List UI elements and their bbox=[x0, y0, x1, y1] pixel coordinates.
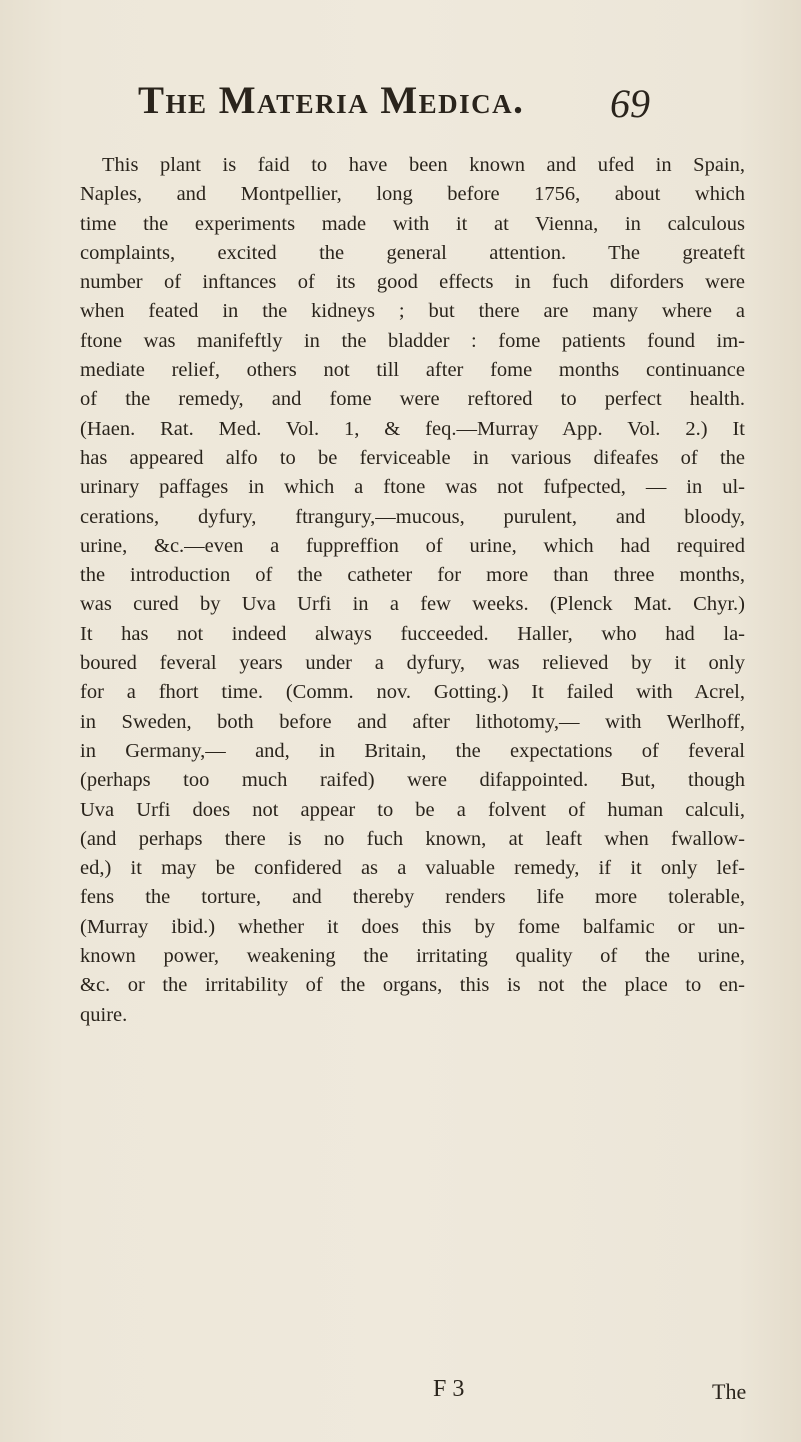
text-line: boured feveral years under a dyfury, was relieved by it only bbox=[80, 652, 745, 675]
text-line: &c. or the irritability of the organs, this is not the place to en- bbox=[80, 974, 745, 997]
catchword: The bbox=[712, 1379, 747, 1404]
text-line: It has not indeed always fucceeded. Haller, who had la- bbox=[80, 622, 745, 645]
text-line: mediate relief, others not till after fome months continuance bbox=[80, 359, 745, 382]
text-line: for a fhort time. (Comm. nov. Gotting.) It failed with Acrel, bbox=[80, 681, 745, 704]
text-line: in Sweden, both before and after lithotomy,— with Werlhoff, bbox=[80, 710, 745, 733]
text-line: quire. bbox=[80, 1003, 128, 1026]
text-line: time the experiments made with it at Vienna, in calculous bbox=[80, 212, 745, 235]
text-line: when feated in the kidneys ; but there are many where a bbox=[80, 300, 745, 323]
text-line: Uva Urfi does not appear to be a folvent of human calculi, bbox=[80, 798, 745, 821]
text-line: fens the torture, and thereby renders life more tolerable, bbox=[80, 886, 745, 909]
text-line: in Germany,— and, in Britain, the expectations of feveral bbox=[80, 739, 745, 762]
text-line: ed,) it may be confidered as a valuable remedy, if it only lef- bbox=[80, 857, 745, 880]
text-line: the introduction of the catheter for more than three months, bbox=[80, 564, 745, 587]
text-line: Naples, and Montpellier, long before 1756, about which bbox=[80, 183, 745, 206]
signature-mark: F 3 bbox=[433, 1376, 465, 1402]
body-text bbox=[80, 151, 745, 1030]
text-line: cerations, dyfury, ftrangury,—mucous, purulent, and bloody, bbox=[80, 505, 745, 528]
text-line: has appeared alfo to be ferviceable in various difeafes of the bbox=[80, 446, 745, 469]
text-line: known power, weakening the irritating quality of the urine, bbox=[80, 945, 745, 968]
page-header bbox=[0, 60, 801, 126]
text-line: urine, &c.—even a fuppreffion of urine, which had required bbox=[80, 534, 745, 557]
page-number: 69 bbox=[610, 81, 650, 126]
text-line: (Murray ibid.) whether it does this by fome balfamic or un- bbox=[80, 915, 745, 938]
text-line: (perhaps too much raifed) were difappointed. But, though bbox=[80, 769, 745, 792]
text-line: (Haen. Rat. Med. Vol. 1, & feq.—Murray App. Vol. 2.) It bbox=[80, 417, 745, 440]
text-line: complaints, excited the general attention. The greateft bbox=[80, 241, 745, 264]
running-title: The Materia Medica. bbox=[138, 79, 525, 122]
text-line: number of inftances of its good effects in fuch diforders were bbox=[80, 271, 745, 294]
text-line: urinary paffages in which a ftone was not fufpected, — in ul- bbox=[80, 476, 745, 499]
text-line: of the remedy, and fome were reftored to perfect health. bbox=[80, 388, 745, 411]
text-line: (and perhaps there is no fuch known, at leaft when fwallow- bbox=[80, 827, 745, 850]
text-line: This plant is faid to have been known and ufed in Spain, bbox=[102, 154, 745, 176]
page-footer bbox=[0, 1376, 801, 1416]
text-line: ftone was manifeftly in the bladder : fome patients found im- bbox=[80, 329, 745, 352]
text-line: was cured by Uva Urfi in a few weeks. (Plenck Mat. Chyr.) bbox=[80, 593, 745, 616]
